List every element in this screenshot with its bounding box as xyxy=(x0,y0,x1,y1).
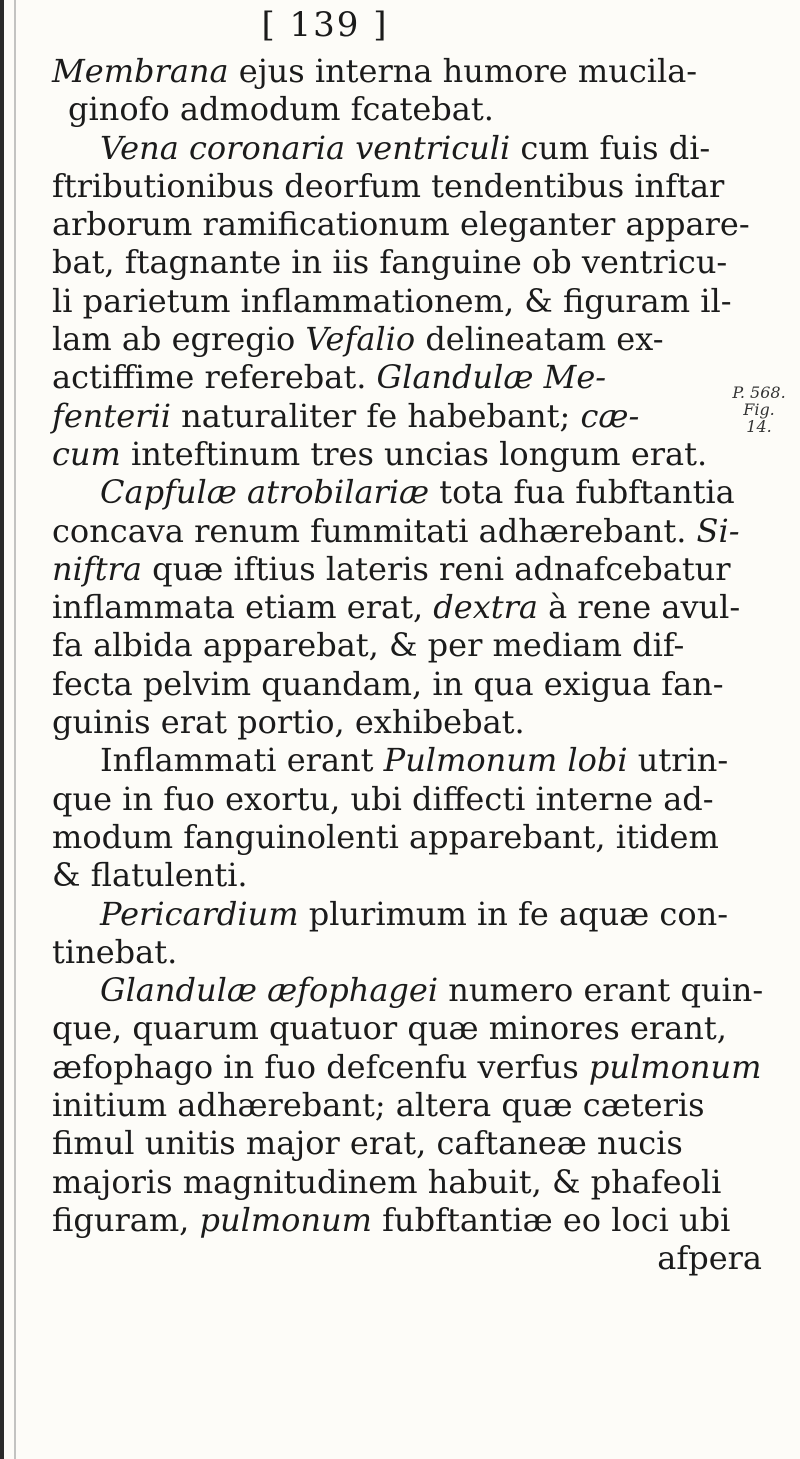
page-edge-line xyxy=(14,0,16,1459)
text-line xyxy=(52,1009,772,1047)
text-span: majoris magnitudinem habuit, & phafeoli xyxy=(52,1162,722,1201)
text-line xyxy=(52,741,772,779)
text-line xyxy=(52,971,772,1009)
italic-text: Glandulæ æfophagei xyxy=(100,971,439,1010)
text-span: fimul unitis major erat, caftaneæ nucis xyxy=(52,1124,683,1163)
italic-text: cum xyxy=(52,434,121,473)
text-line xyxy=(52,588,772,626)
text-span: Inflammati erant xyxy=(100,741,384,780)
italic-text: Vefalio xyxy=(305,320,416,359)
text-span: li parietum inflammationem, & figuram il- xyxy=(52,281,732,320)
text-span: ejus interna humore mucila- xyxy=(228,52,698,90)
margin-note-line: Fig. 14. xyxy=(743,400,775,436)
text-line xyxy=(52,282,772,320)
italic-text: Pulmonum lobi xyxy=(383,741,628,780)
text-span: æfophago in fuo defcenfu verfus xyxy=(52,1047,589,1086)
text-span: utrin- xyxy=(627,741,729,780)
text-span: quæ iftius lateris reni adnafcebatur xyxy=(141,549,731,588)
text-line xyxy=(52,550,772,588)
italic-text: fenterii xyxy=(52,396,171,435)
text-line xyxy=(52,358,772,396)
text-span: bat, ftagnante in iis fanguine ob ventricu- xyxy=(52,243,728,282)
italic-text: Capfulæ atrobilariæ xyxy=(100,473,430,512)
text-span: inteftinum tres uncias longum erat. xyxy=(120,434,708,473)
text-span: cum fuis di- xyxy=(510,128,711,167)
text-line xyxy=(52,320,772,358)
text-line xyxy=(52,435,772,473)
text-line xyxy=(52,856,772,894)
text-span: delineatam ex- xyxy=(415,320,664,359)
margin-note-line: P. 568. xyxy=(732,383,786,402)
text-span: numero erant quin- xyxy=(438,971,764,1010)
text-line xyxy=(52,780,772,818)
text-span: figuram, xyxy=(52,1200,200,1239)
text-span: afpera xyxy=(657,1239,762,1278)
page-edge-shadow xyxy=(0,0,4,1459)
body-text xyxy=(52,52,772,1278)
text-line xyxy=(52,933,772,971)
italic-text: Vena coronaria ventriculi xyxy=(100,128,511,167)
text-span: que in fuo exortu, ubi diffecti interne ad- xyxy=(52,779,714,818)
text-span: plurimum in fe aquæ con- xyxy=(298,894,729,933)
italic-text: pulmonum xyxy=(588,1047,762,1086)
text-span: modum fanguinolenti apparebant, itidem xyxy=(52,817,719,856)
text-span: naturaliter fe habebant; xyxy=(170,396,581,435)
text-line xyxy=(52,1201,772,1239)
text-line xyxy=(52,665,772,703)
text-line xyxy=(52,818,772,856)
text-span: à rene avul- xyxy=(537,588,741,627)
text-line xyxy=(52,243,772,281)
italic-text: dextra xyxy=(433,588,538,627)
text-line xyxy=(52,473,772,511)
text-span: arborum ramificationum eleganter appare- xyxy=(52,205,750,244)
text-line xyxy=(52,90,772,128)
text-line xyxy=(52,895,772,933)
text-line xyxy=(52,626,772,664)
text-line xyxy=(52,52,772,90)
text-span: fubftantiæ eo loci ubi xyxy=(372,1200,731,1239)
text-span: fa albida apparebat, & per mediam dif- xyxy=(52,626,685,665)
text-span: actiffime referebat. xyxy=(52,358,377,397)
text-line xyxy=(52,1124,772,1162)
text-span: concava renum fummitati adhærebant. xyxy=(52,511,697,550)
italic-text: Si- xyxy=(696,511,740,550)
text-span: que, quarum quatuor quæ minores erant, xyxy=(52,1009,727,1048)
text-line xyxy=(52,205,772,243)
text-span: tinebat. xyxy=(52,932,178,971)
italic-text: Pericardium xyxy=(100,894,299,933)
text-line xyxy=(52,512,772,550)
text-line xyxy=(52,703,772,741)
text-span: & flatulenti. xyxy=(52,856,248,895)
text-span: fecta pelvim quandam, in qua exigua fan- xyxy=(52,664,724,703)
italic-text: pulmonum xyxy=(199,1200,372,1239)
text-span: inflammata etiam erat, xyxy=(52,588,434,627)
text-line xyxy=(52,167,772,205)
text-line xyxy=(52,1086,772,1124)
italic-text: Glandulæ Me- xyxy=(376,358,607,397)
text-span: initium adhærebant; altera quæ cæteris xyxy=(52,1086,705,1125)
text-line xyxy=(52,129,772,167)
text-span: lam ab egregio xyxy=(52,320,306,359)
text-line xyxy=(52,1163,772,1201)
text-line xyxy=(52,397,772,435)
text-line xyxy=(52,1048,772,1086)
page-number: [ 139 ] xyxy=(261,5,389,45)
italic-text: niftra xyxy=(52,549,142,588)
text-span: ginofo admodum fcatebat. xyxy=(68,90,494,129)
text-span: guinis erat portio, exhibebat. xyxy=(52,703,525,742)
margin-note xyxy=(731,384,787,435)
italic-text: cæ- xyxy=(580,396,640,435)
italic-text: Membrana xyxy=(52,52,229,90)
text-span: tota fua fubftantia xyxy=(429,473,735,512)
text-span: ftributionibus deorfum tendentibus inftar xyxy=(52,166,725,205)
text-line xyxy=(52,1239,772,1277)
